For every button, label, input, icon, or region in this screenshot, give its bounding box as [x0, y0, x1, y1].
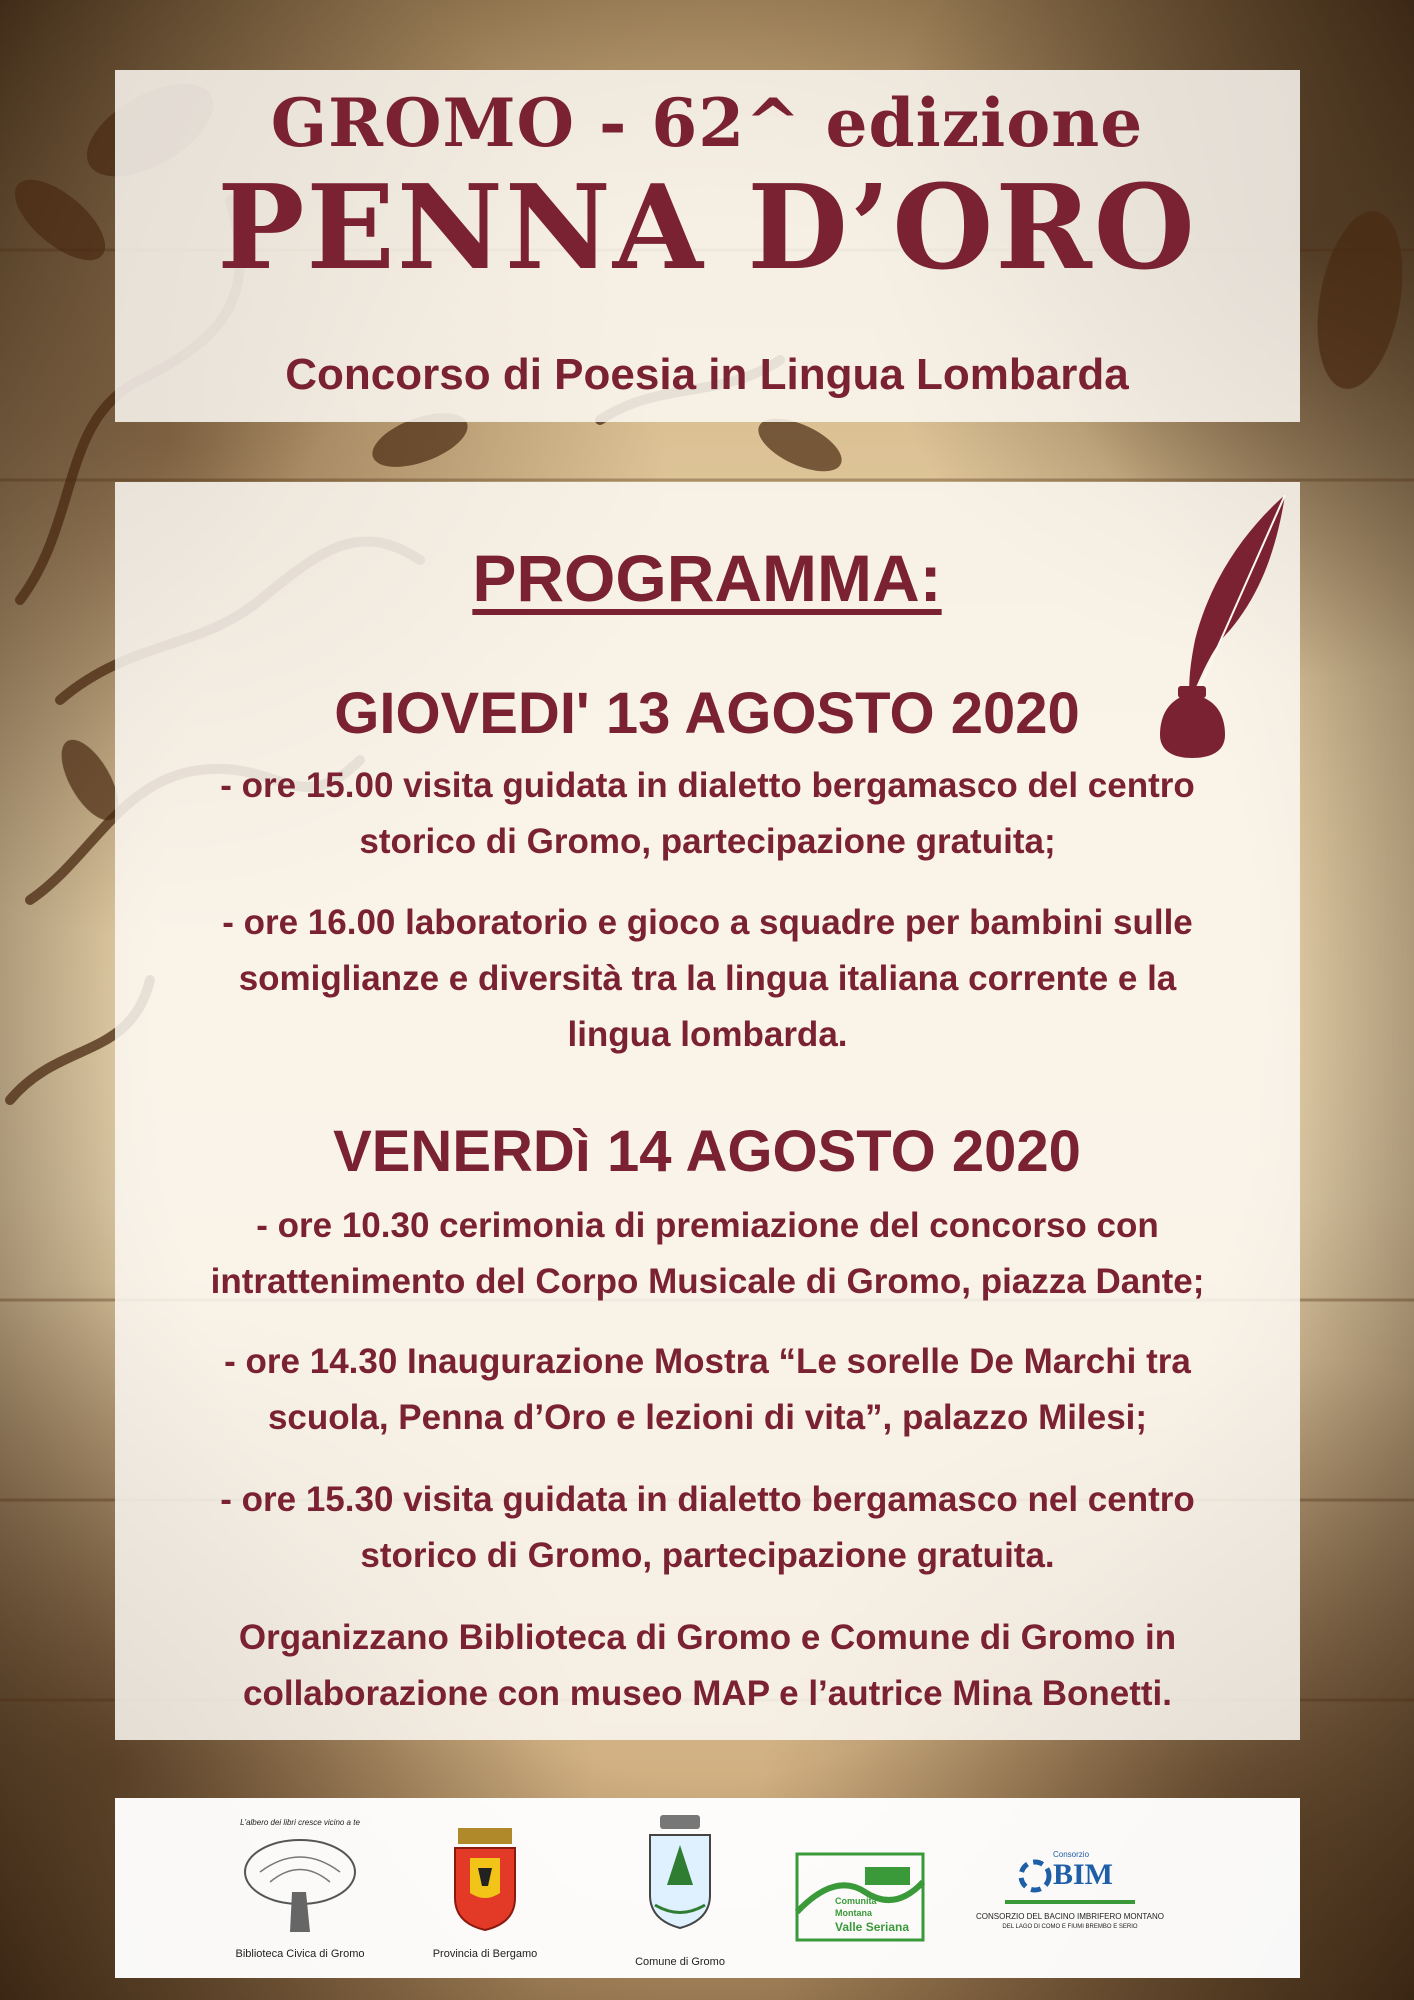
- bim-caption-2: DEL LAGO DI COMO E FIUMI BREMBO E SERIO: [1002, 1924, 1138, 1930]
- day-1-item-2: - ore 16.00 laboratorio e gioco a squadre per bambini sulle somiglianze e diversità tra la lingua italiana corrente e la lingua lombarda.: [222, 903, 1193, 1054]
- comunita-line-1: Comunità: [835, 1896, 877, 1906]
- day-2-item-3: - ore 15.30 visita guidata in dialetto bergamasco nel centro storico di Gromo, partecipazione gratuita.: [220, 1480, 1195, 1575]
- subtitle: Concorso di Poesia in Lingua Lombarda: [285, 350, 1129, 399]
- comunita-line-2: Montana: [835, 1908, 872, 1918]
- comune-caption: Comune di Gromo: [635, 1956, 725, 1968]
- crest-icon: [625, 1810, 735, 1940]
- main-title: PENNA D’ORO: [217, 160, 1197, 296]
- day-2-item-2: - ore 14.30 Inaugurazione Mostra “Le sorelle De Marchi tra scuola, Penna d’Oro e lezioni di vita”, palazzo Milesi;: [224, 1342, 1191, 1437]
- comunita-montana-logo: [795, 1852, 925, 1947]
- provincia-bergamo-logo: [430, 1818, 540, 1960]
- organizers-note: Organizzano Biblioteca di Gromo e Comune di Gromo in collaborazione con museo MAP e l’autrice Mina Bonetti.: [238, 1618, 1177, 1713]
- day-2-date: VENERDì 14 AGOSTO 2020: [333, 1119, 1081, 1184]
- biblioteca-caption: Biblioteca Civica di Gromo: [235, 1948, 365, 1960]
- bim-brand: BIM: [1053, 1858, 1113, 1891]
- bim-underline: [1005, 1900, 1135, 1904]
- day-1-date: GIOVEDI' 13 AGOSTO 2020: [334, 681, 1080, 746]
- day-1-item-1: - ore 15.00 visita guidata in dialetto bergamasco del centro storico di Gromo, partecipazione gratuita;: [220, 766, 1195, 861]
- comunita-line-3: Valle Seriana: [835, 1920, 910, 1934]
- edition-title: GROMO - 62^ edizione: [270, 84, 1144, 162]
- bim-caption: CONSORZIO DEL BACINO IMBRIFERO MONTANO: [975, 1912, 1164, 1921]
- provincia-caption: Provincia di Bergamo: [432, 1948, 538, 1960]
- day-2-item-1: - ore 10.30 cerimonia di premiazione del concorso con intrattenimento del Corpo Musicale di Gromo, piazza Dante;: [210, 1206, 1205, 1301]
- biblioteca-motto: L'albero dei libri cresce vicino a te: [240, 1818, 360, 1827]
- program-heading: PROGRAMMA:: [472, 541, 942, 615]
- bim-swirl-icon: [1015, 1856, 1055, 1896]
- coat-of-arms-icon: [430, 1818, 540, 1938]
- tree-icon: [230, 1832, 370, 1942]
- bim-small-label: Consorzio: [1053, 1850, 1090, 1859]
